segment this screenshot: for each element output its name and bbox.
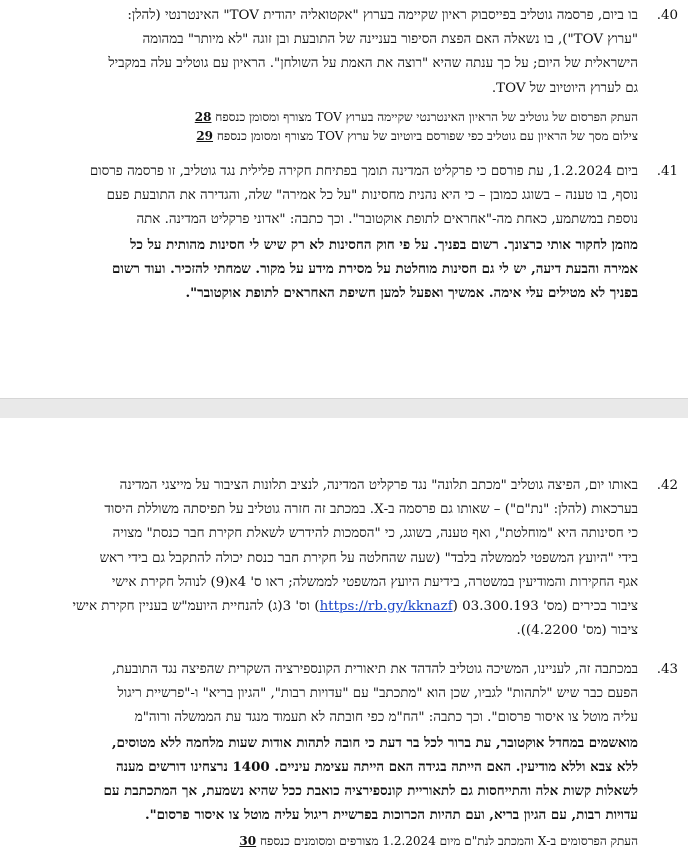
- appendix-ref: 29: [196, 129, 214, 143]
- paragraph-number: .42: [656, 478, 678, 493]
- paragraph-line: במכתבה זה, לעניינו, המשיכה גוטליב להדהד את תיאורית הקונספירציה השקרית שהפיצה נגד התובעת,: [111, 662, 638, 677]
- paragraph-line: ביום 1.2.2024, עת פורסם כי פרקליט המדינה תומך בפתיחת חקירה פלילית נגד גוטליב, זו פרסמה פרסום: [89, 164, 638, 179]
- paragraph-line: עליה מוטל צו איסור פרסום". וכך כתבה: "הח"מ כפי חובתה לא תעמוד מנגד עת הממשלה ורוה"מ: [134, 710, 638, 726]
- appendix-note: העתק הפרסומים ב-X והמכתב לנת"ם מיום 1.2.2024 מצורפים ומסומנים כנספח 30: [239, 834, 638, 848]
- paragraph-line: בערכאות (להלן: "נת"ם") – שאותו גם פרסמה ב-X. במכתב זה חזרה גוטליב על תפיסתה משוללת היסוד: [104, 502, 638, 518]
- appendix-note: צילום מסך של הראיון עם גוטליב כפי שפורסם ביוטיוב של ערוץ TOV מצורף ומסומן כנספח 29: [196, 129, 638, 143]
- paragraph-line: ציבור בכירים (מס' 03.300.193 (https://rb.gy/kknazf) וס' 3(ג) להנחיית היועמ"ש בעניין חקירת אישי: [72, 599, 638, 615]
- paragraph-line: אגף החקירות והמודיעין במשטרה, בידיעת היועץ המשפטי לממשלה; ראו ס' 4א(9) לנוהל חקירת אישי: [111, 574, 638, 590]
- paragraph-line: הפעם כבר שיש "לתהות" לגביו, שכן הוא "מתכתב" עם "עדויות רבות", "הגיון בריא" ו-"פרשיית ריגול: [117, 686, 638, 702]
- paragraph-line: הישראלית של היום; על כך ענתה שהיא "רוצה את האמת על השולחן". הראיון עם גוטליב עלה במקביל: [108, 56, 638, 72]
- paragraph-41: [20, 160, 638, 305]
- paragraph-line: מוזמן לחקור אותי כרצונך. רשום בפניך. על פי חוק החסינות לא רק שיש לי חסינות מהותית על כל: [130, 236, 638, 253]
- paragraph-line: "ערוץ TOV"), בו נשאלה האם הפצת הסיפור בעניינה של התובעת ובן זוגה "לא מיותר" במהומה: [142, 32, 638, 48]
- paragraph-line: ציבור (מס' 4.2200)).: [516, 623, 638, 639]
- appendix-ref: 30: [239, 834, 257, 848]
- paragraph-number: .43: [656, 662, 678, 677]
- appendix-notes: [20, 832, 638, 851]
- paragraph-number: .41: [656, 164, 678, 179]
- paragraph-line: באותו יום, הפיצה גוטליב "מכתב תלונה" נגד פרקליט המדינה, לנציב תלונות הציבור על מייצגי המדינה: [119, 478, 638, 493]
- paragraph-line: גם לערוץ היוטיוב של TOV.: [491, 80, 638, 96]
- appendix-notes: [20, 108, 638, 146]
- paragraph-line: בפניך לא מטילים עלי אימה. אמשיך ואפעל למען חשיפת האחראים לתופת אוקטובר".: [185, 285, 638, 302]
- document-page-bottom: [0, 418, 688, 858]
- paragraph-line: בידי "היועץ המשפטי לממשלה בלבד" (שעה שהחלטה על חקירת חבר כנסת יכולה להתקבל גם בידי ראש: [99, 550, 638, 566]
- paragraph-43: [20, 658, 638, 827]
- paragraph-line: כי חסינותה היא "מוחלטת", ואף טענה, בשוגג, כי "הסמכות להידרש לשאלת חקירת חבר כנסת" מצויה: [112, 526, 638, 542]
- appendix-ref: 28: [194, 110, 212, 124]
- paragraph-line: עדויות רבות, עם הגיון בריא, ועם תהיות הכרוכות בפרשיית ריגול עליה מוטל צו איסור פרסום".: [144, 807, 638, 824]
- paragraph-line: בו ביום, פרסמה גוטליב בפייסבוק ראיון שקיימה בערוץ "אקטואליה יהודית TOV" האינטרנטי (להלן:: [127, 8, 638, 23]
- paragraph-line: אמירה והבעת דיעה, יש לי גם חסינות מוחלטת על מסירת מידע על מקור. שמחתי להזכיר. ועוד רשום: [112, 260, 638, 277]
- paragraph-line: נוספת במשתמע, כאחת מה-"אחראים לתופת אוקטובר". וכך כתבה: "אדוני פרקליט המדינה. אתה: [136, 212, 638, 228]
- paragraph-line: לשאלות קשות אלה והתייחסות גם לתאוריית קונספירציה כואבת ככל שהיא נשמעת, אך המתכתבת עם: [103, 783, 638, 800]
- paragraph-number: .40: [656, 8, 678, 23]
- paragraph-40: [20, 4, 638, 101]
- reference-link[interactable]: https://rb.gy/kknazf: [319, 599, 453, 615]
- page-separator: [0, 398, 688, 420]
- appendix-note: העתק הפרסום של גוטליב של הראיון האינטרנטי שקיימה בערוץ TOV מצורף ומסומן כנספח 28: [194, 110, 638, 124]
- paragraph-line: נוסף, בו טענה – בשוגג כמובן – כי היא נהנית מחסינות "על כל אמירה" שלה, והגדירה את התובעת פעם: [106, 188, 638, 204]
- paragraph-line: מואשמים במחדל אוקטובר, עת ברור לכל בר דעת כי חובה לתהות אודות שעות מלחמה ללא מטוסים,: [111, 734, 638, 751]
- paragraph-42: [20, 474, 638, 643]
- document-page-top: [0, 0, 688, 398]
- paragraph-line: ללא צבא וללא מודיעין. האם הייתה בגידה האם הייתה עצימת עיניים. 1400 נרצחינו דורשים מענה: [115, 758, 638, 775]
